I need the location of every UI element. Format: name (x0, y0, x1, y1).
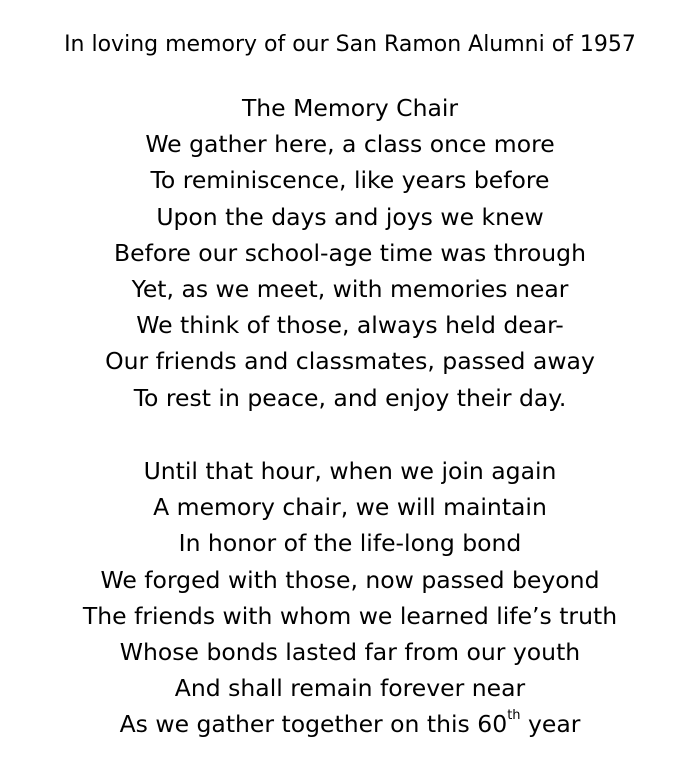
poem-line: In honor of the life-long bond (178, 529, 522, 558)
poem-line: Upon the days and joys we knew (156, 202, 544, 231)
poem-line: And shall remain forever near (174, 674, 526, 703)
ordinal-suffix: th (507, 708, 521, 724)
poem-line: Until that hour, when we join again (143, 457, 557, 485)
last-line-text: As we gather together on this 60 (119, 710, 508, 739)
poem-line: We gather here, a class once more (145, 130, 555, 159)
poem-last-line (0, 706, 700, 742)
poem-stanza-2 (0, 453, 700, 743)
poem-stanza-1 (0, 90, 700, 416)
memorial-heading: In loving memory of our San Ramon Alumni of 1957 (64, 32, 636, 57)
last-line-end: year (520, 710, 581, 739)
poem-line: To rest in peace, and enjoy their day. (133, 383, 567, 412)
poem-line: Yet, as we meet, with memories near (131, 274, 569, 303)
poem-line: We forged with those, now passed beyond (100, 565, 600, 594)
poem-title: The Memory Chair (241, 94, 459, 122)
poem-line: A memory chair, we will maintain (153, 493, 547, 522)
poem-line: Our friends and classmates, passed away (105, 347, 595, 376)
poem-line: Whose bonds lasted far from our youth (119, 637, 581, 666)
poem-line: We think of those, always held dear- (136, 311, 564, 340)
poem-line: The friends with whom we learned life’s truth (82, 601, 618, 630)
poem-line: To reminiscence, like years before (150, 166, 550, 195)
poem-line: Before our school-age time was through (113, 238, 586, 267)
